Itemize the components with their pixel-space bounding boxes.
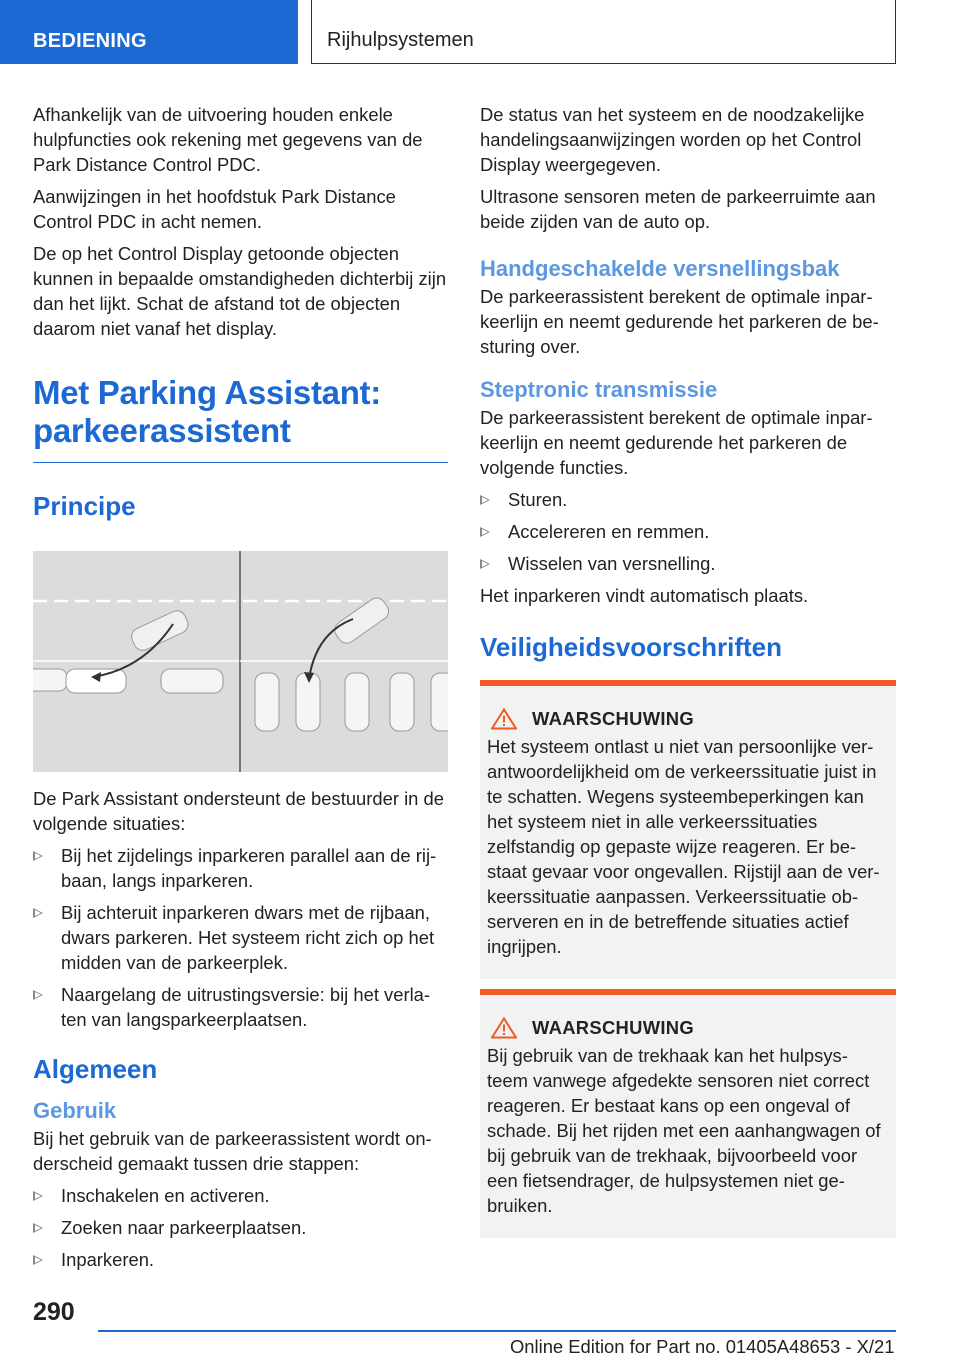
list-item: Inschakelen en activeren. [33,1183,448,1208]
warning-label: WAARSCHUWING [532,708,694,729]
veiligheid-heading: Veiligheidsvoorschriften [480,632,782,662]
chapter-title: Rijhulpsystemen [311,0,896,64]
triangle-bullet-icon [33,990,43,1000]
handgeschakeld-heading: Handgeschakelde versnellingsbak [480,256,840,281]
gebruik-list [33,1183,448,1272]
footer-divider [98,1330,896,1332]
list-item: Inparkeren. [33,1247,448,1272]
principe-list [33,843,448,1032]
intro-paragraph: De status van het systeem en de noodzakelijke handelingsaanwijzingen worden op het Control Display weergegeven. [480,104,865,175]
warning-box [480,989,896,1238]
steptronic-after-text: Het inparkeren vindt automatisch plaats. [480,585,809,606]
triangle-bullet-icon [480,495,490,505]
warning-triangle-icon [491,1017,517,1039]
list-item: Bij achteruit inparkeren dwars met de rijbaan, dwars parkeren. Het systeem richt zich op het midden van de parkeerplek. [33,900,448,975]
page-number: 290 [33,1298,75,1326]
intro-paragraph: De op het Control Display getoonde objecten kunnen in bepaalde omstandigheden dichterbij zijn dan het lijkt. Schat de afstand tot de objecten daarom niet vanaf het display. [33,243,447,339]
gebruik-heading: Gebruik [33,1098,117,1123]
triangle-bullet-icon [33,1223,43,1233]
list-item: Naargelang de uitrustingsversie: bij het verla-ten van langsparkeerplaatsen. [33,982,448,1032]
list-item: Wisselen van versnelling. [480,551,896,576]
steptronic-heading: Steptronic transmissie [480,377,718,402]
triangle-bullet-icon [480,527,490,537]
triangle-bullet-icon [33,851,43,861]
algemeen-heading: Algemeen [33,1054,158,1084]
right-column [480,102,896,1238]
list-item: Sturen. [480,487,896,512]
warning-title [487,708,888,730]
triangle-bullet-icon [33,908,43,918]
warning-triangle-icon [491,708,517,730]
triangle-bullet-icon [33,1255,43,1265]
list-item: Bij het zijdelings inparkeren parallel aan de rij-baan, langs inparkeren. [33,843,448,893]
intro-paragraph: Ultrasone sensoren meten de parkeerruimte aan beide zijden van de auto op. [480,186,876,232]
list-item: Accelereren en remmen. [480,519,896,544]
intro-paragraph: Aanwijzingen in het hoofdstuk Park Distance Control PDC in acht nemen. [33,186,396,232]
handgeschakeld-text: De parkeerassistent berekent de optimale inpar-keerlijn en neemt gedurende het parkeren de be-sturing over. [480,286,879,357]
warning-text: Bij gebruik van de trekhaak kan het hulpsys-teem vanwege afgedekte sensoren niet correct reageren. Er bestaat kans op een ongeval of schade. Bij het rijden met een aanhangwagen of bij gebruik van de trekhaak, bijvoorbeeld voor een fietsendrager, de hulpsystemen niet ge-bruiken. [487,1045,881,1216]
steptronic-list [480,487,896,576]
warning-label: WAARSCHUWING [532,1017,694,1038]
principe-text: De Park Assistant ondersteunt de bestuurder in de volgende situaties: [33,788,444,834]
parking-diagram [33,551,448,772]
page-header [0,0,960,68]
list-item: Zoeken naar parkeerplaatsen. [33,1215,448,1240]
steptronic-text: De parkeerassistent berekent de optimale inpar-keerlijn en neemt gedurende het parkeren de volgende functies. [480,407,873,478]
left-column [33,102,448,1279]
gebruik-text: Bij het gebruik van de parkeerassistent wordt on-derscheid gemaakt tussen drie stappen: [33,1128,432,1174]
warning-box [480,680,896,979]
principe-heading: Principe [33,491,136,521]
triangle-bullet-icon [480,559,490,569]
warning-text: Het systeem ontlast u niet van persoonlijke ver-antwoordelijkheid om de verkeerssituatie juist in te schatten. Wegens systeembeperkingen kan het systeem niet in alle verkeerssituaties zelfstandig op gepaste wijze reageren. Er be-staat gevaar voor ongevallen. Rijstijl aan de ver-keerssituatie aanpassen. Verkeerssituatie ob-serveren en in de betreffende situaties actief ingrijpen. [487,736,880,957]
warning-title [487,1017,888,1039]
parking-illustration [33,551,448,772]
intro-paragraph: Afhankelijk van de uitvoering houden enkele hulpfuncties ook rekening met gegevens van de Park Distance Control PDC. [33,104,423,175]
main-heading: Met Parking Assistant: parkeerassistent [33,374,448,463]
section-tab: BEDIENING [0,0,298,64]
footer-edition: Online Edition for Part no. 01405A48653 - X/21 [510,1336,895,1357]
triangle-bullet-icon [33,1191,43,1201]
